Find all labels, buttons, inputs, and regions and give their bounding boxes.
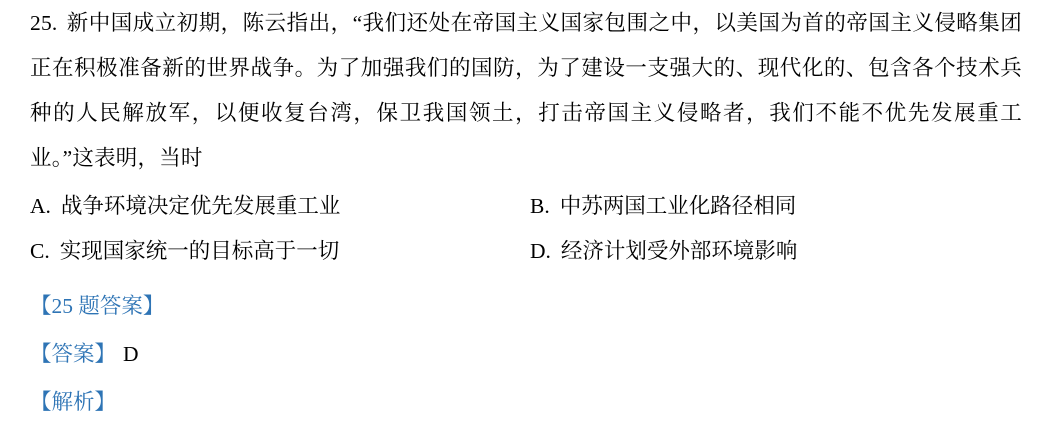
option-c [30, 229, 530, 274]
question-number: 25. [30, 11, 58, 35]
option-b-text: 中苏两国工业化路径相同 [559, 194, 797, 218]
options-grid [30, 184, 1022, 274]
answer-label: 【答案】 [30, 342, 117, 366]
question-stem [30, 1, 1022, 181]
option-a-label: A. [30, 194, 51, 218]
option-d-text: 经济计划受外部环境影响 [560, 239, 798, 263]
answer-header: 【25 题答案】 [30, 294, 165, 318]
option-c-text: 实现国家统一的目标高于一切 [59, 239, 340, 263]
option-b-label: B. [530, 194, 550, 218]
answer-section [30, 282, 1022, 426]
option-b [530, 184, 1022, 229]
answer-value: D [123, 342, 139, 366]
analysis-label: 【解析】 [30, 390, 117, 414]
option-a [30, 184, 530, 229]
option-d [530, 229, 1022, 274]
option-c-label: C. [30, 239, 50, 263]
question-stem-text: 新中国成立初期，陈云指出，“我们还处在帝国主义国家包围之中，以美国为首的帝国主义侵略集团正在积极准备新的世界战争。为了加强我们的国防，为了建设一支强大的、现代化的、包含各个技术兵种的人民解放军，以便收复台湾，保卫我国领土，打击帝国主义侵略者，我们不能不优先发展重工业。”这表明，当时 [30, 11, 1022, 170]
option-d-label: D. [530, 239, 551, 263]
answer-line [30, 330, 1022, 378]
option-a-text: 战争环境决定优先发展重工业 [60, 194, 341, 218]
